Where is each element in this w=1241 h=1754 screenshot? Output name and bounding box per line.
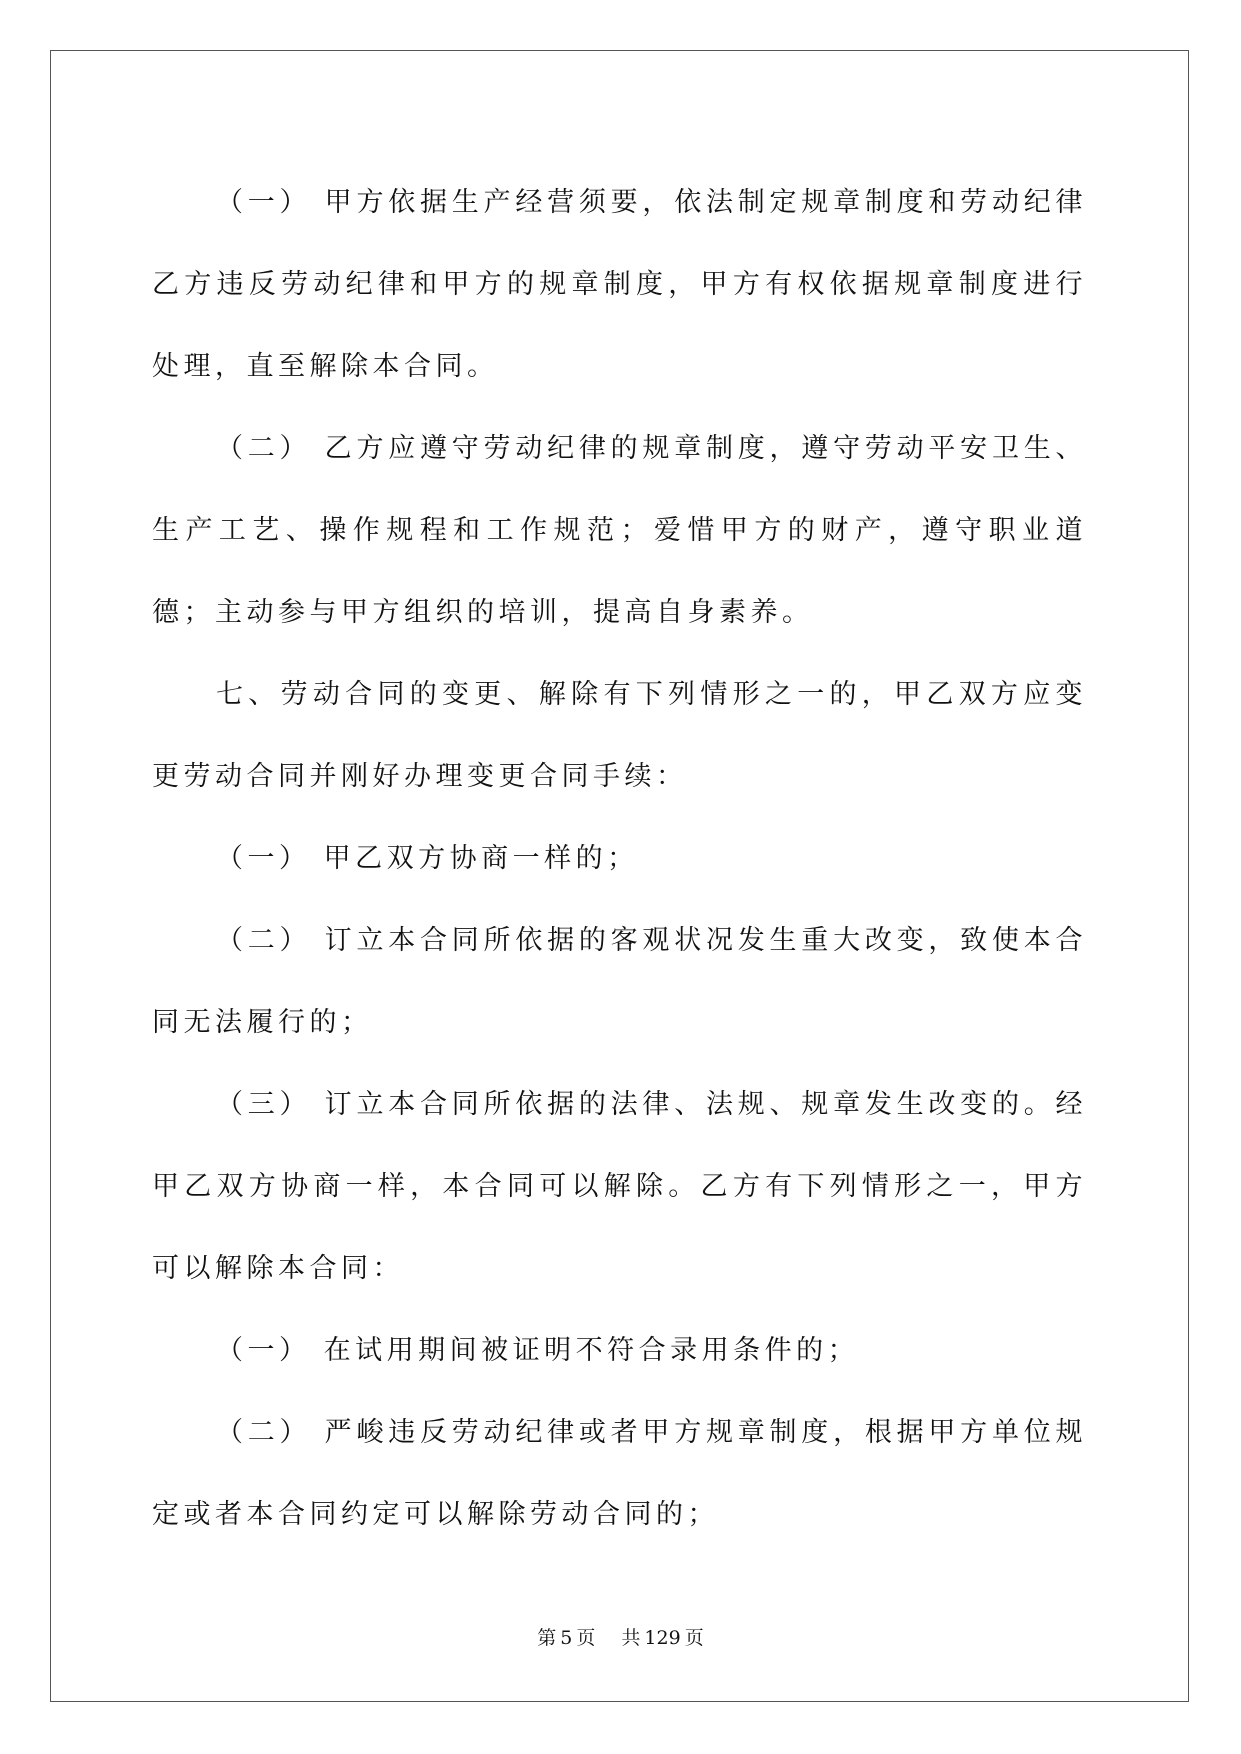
paragraph: （三） 订立本合同所依据的法律、法规、规章发生改变的。经甲乙双方协商一样，本合同可以解除。乙方有下列情形之一，甲方可以解除本合同： — [152, 1089, 1087, 1284]
page-number: 5 — [560, 1627, 573, 1649]
page-suffix: 页 — [576, 1627, 596, 1649]
paragraph: （一） 甲方依据生产经营须要，依法制定规章制度和劳动纪律乙方违反劳动纪律和甲方的规章制度，甲方有权依据规章制度进行处理，直至解除本合同。 — [152, 187, 1087, 382]
total-pages: 129 — [644, 1627, 681, 1649]
page-footer — [0, 1623, 1241, 1650]
page-prefix: 第 — [537, 1627, 557, 1649]
paragraph: （二） 严峻违反劳动纪律或者甲方规章制度，根据甲方单位规定或者本合同约定可以解除劳动合同的； — [152, 1417, 1087, 1530]
paragraph: 七、劳动合同的变更、解除有下列情形之一的，甲乙双方应变更劳动合同并刚好办理变更合同手续： — [152, 679, 1087, 792]
paragraph: （二） 乙方应遵守劳动纪律的规章制度，遵守劳动平安卫生、生产工艺、操作规程和工作规范；爱惜甲方的财产，遵守职业道德；主动参与甲方组织的培训，提高自身素养。 — [152, 433, 1087, 628]
paragraph: （一） 甲乙双方协商一样的； — [216, 843, 639, 874]
total-prefix: 共 — [621, 1627, 641, 1649]
paragraph: （二） 订立本合同所依据的客观状况发生重大改变，致使本合同无法履行的； — [152, 925, 1087, 1038]
document-body — [152, 162, 1087, 1556]
paragraph: （一） 在试用期间被证明不符合录用条件的； — [216, 1335, 860, 1366]
total-suffix: 页 — [684, 1627, 704, 1649]
